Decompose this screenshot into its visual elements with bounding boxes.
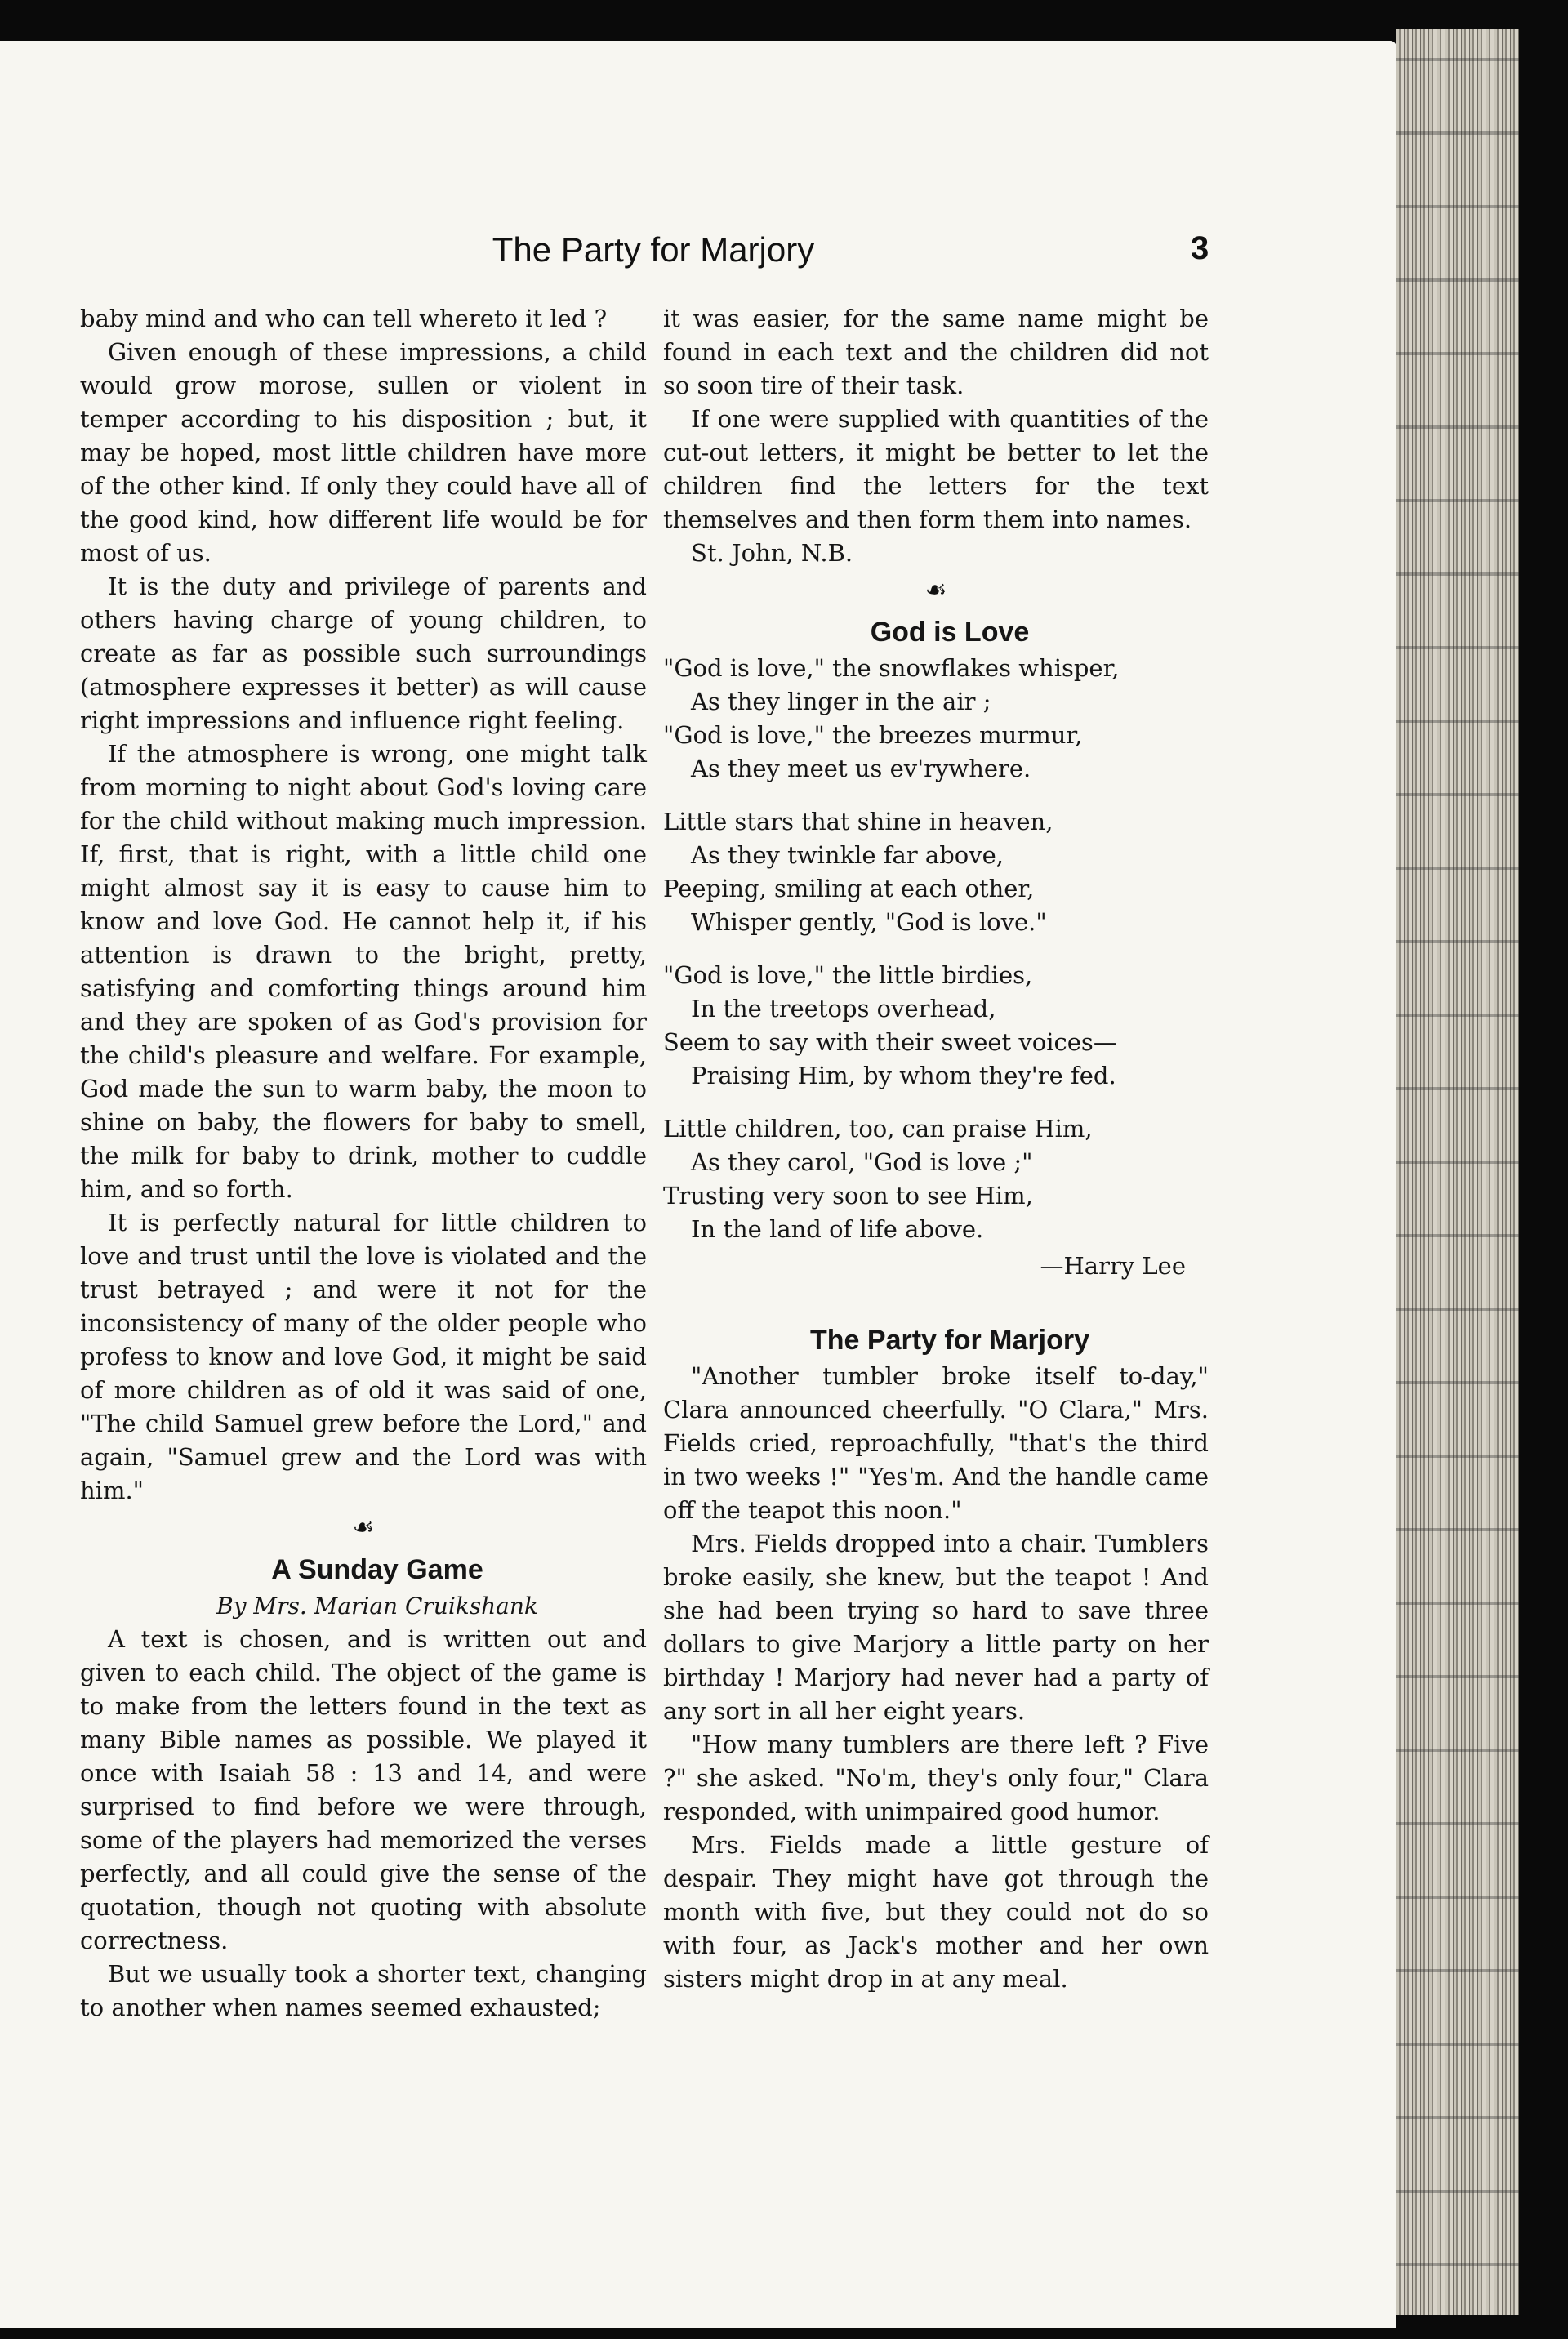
fleuron-ornament: ☙: [924, 576, 947, 604]
poem-line: Praising Him, by whom they're fed.: [691, 1062, 1116, 1089]
poem: [663, 652, 1209, 1246]
paragraph: If the atmosphere is wrong, one might talk from morning to night about God's loving care for the child without making much impression. If, first, that is right, with a little child one might almost say it is easy to cause him to know and love God. He cannot help it, if his attention is drawn to the bright, pretty, satisfying and comforting things around him and they are spoken of as God's provision for the child's pleasure and welfare. For example, God made the sun to warm baby, the moon to shine on baby, the flowers for baby to smell, the milk for baby to drink, mother to cuddle him, and so forth.: [80, 740, 647, 1203]
poem-line: Trusting very soon to see Him,: [663, 1182, 1033, 1210]
poem-line: Seem to say with their sweet voices—: [663, 1028, 1117, 1056]
paragraph: baby mind and who can tell whereto it led ?: [80, 305, 608, 332]
paragraph: "Another tumbler broke itself to-day," Clara announced cheerfully. "O Clara," Mrs. Fields cried, reproachfully, "that's the third in two weeks !" "Yes'm. And the handle came off the teapot this noon.": [663, 1362, 1209, 1524]
paragraph: If one were supplied with quantities of the cut-out letters, it might be better to let the children find the letters for the text themselves and then form them into names.: [663, 405, 1209, 533]
paragraph: Given enough of these impressions, a child would grow morose, sullen or violent in temper according to his disposition ; but, it may be hoped, most little children have more of the other kind. If only they could have all of the good kind, how different life would be for most of us.: [80, 338, 647, 567]
poem-stanza: [663, 652, 1209, 786]
running-head: The Party for Marjory: [492, 230, 815, 269]
right-column: [663, 302, 1209, 1996]
paragraph: It is the duty and privilege of parents and others having charge of young children, to create as far as possible such surroundings (atmosphere expresses it better) as will cause right impressions and influence right feeling.: [80, 572, 647, 734]
poem-line: In the land of life above.: [691, 1215, 984, 1243]
paragraph: But we usually took a shorter text, changing to another when names seemed exhausted;: [80, 1960, 647, 2021]
poem-line: As they linger in the air ;: [691, 688, 991, 715]
poem-line: "God is love," the little birdies,: [663, 961, 1033, 989]
fleuron-ornament: ☙: [352, 1513, 375, 1542]
poem-line: As they meet us ev'rywhere.: [691, 755, 1031, 782]
poem-author: —Harry Lee: [1040, 1252, 1186, 1280]
place-line: St. John, N.B.: [691, 539, 853, 567]
paragraph: "How many tumblers are there left ? Five ?" she asked. "No'm, they's only four," Clara responded, with unimpaired good humor.: [663, 1731, 1209, 1825]
paragraph: A text is chosen, and is written out and given to each child. The object of the game is to make from the letters found in the text as many Bible names as possible. We played it once with Isaiah 58 : 13 and 14, and were surprised to find before we were through, some of the players had memorized the verses perfectly, and all could give the sense of the quotation, though not quoting with absolute correctness.: [80, 1625, 647, 1954]
poem-line: Whisper gently, "God is love.": [691, 908, 1047, 936]
poem-line: "God is love," the breezes murmur,: [663, 721, 1083, 749]
page-edges: [1396, 29, 1519, 2315]
poem-line: As they twinkle far above,: [691, 841, 1004, 869]
byline: By Mrs. Marian Cruikshank: [216, 1593, 538, 1619]
poem-heading: God is Love: [870, 617, 1030, 648]
poem-line: Little stars that shine in heaven,: [663, 808, 1054, 835]
poem-stanza: [663, 959, 1209, 1093]
poem-line: In the treetops overhead,: [691, 995, 996, 1022]
poem-line: As they carol, "God is love ;": [691, 1148, 1033, 1176]
story-heading: The Party for Marjory: [810, 1325, 1089, 1356]
article-heading: A Sunday Game: [271, 1554, 483, 1585]
poem-line: Peeping, smiling at each other,: [663, 875, 1035, 902]
paragraph: It is perfectly natural for little children to love and trust until the love is violated and the trust betrayed ; and were it not for the inconsistency of many of the older people who profess to know and love God, it might be said of more children as of old it was said of one, "The child Samuel grew before the Lord," and again, "Samuel grew and the Lord was with him.": [80, 1209, 647, 1504]
poem-stanza: [663, 805, 1209, 939]
poem-stanza: [663, 1112, 1209, 1246]
paragraph: Mrs. Fields dropped into a chair. Tumblers broke easily, she knew, but the teapot ! And she had been trying so hard to save three dollars to give Marjory a little party on her birthday ! Marjory had never had a party of any sort in all her eight years.: [663, 1530, 1209, 1725]
paragraph: it was easier, for the same name might be found in each text and the children did not so soon tire of their task.: [663, 305, 1209, 399]
page-number: 3: [1191, 230, 1209, 266]
paragraph: Mrs. Fields made a little gesture of despair. They might have got through the month with five, but they could not do so with four, as Jack's mother and her own sisters might drop in at any meal.: [663, 1831, 1209, 1993]
poem-line: Little children, too, can praise Him,: [663, 1115, 1093, 1143]
left-column: [80, 302, 647, 2025]
poem-line: "God is love," the snowflakes whisper,: [663, 654, 1120, 682]
